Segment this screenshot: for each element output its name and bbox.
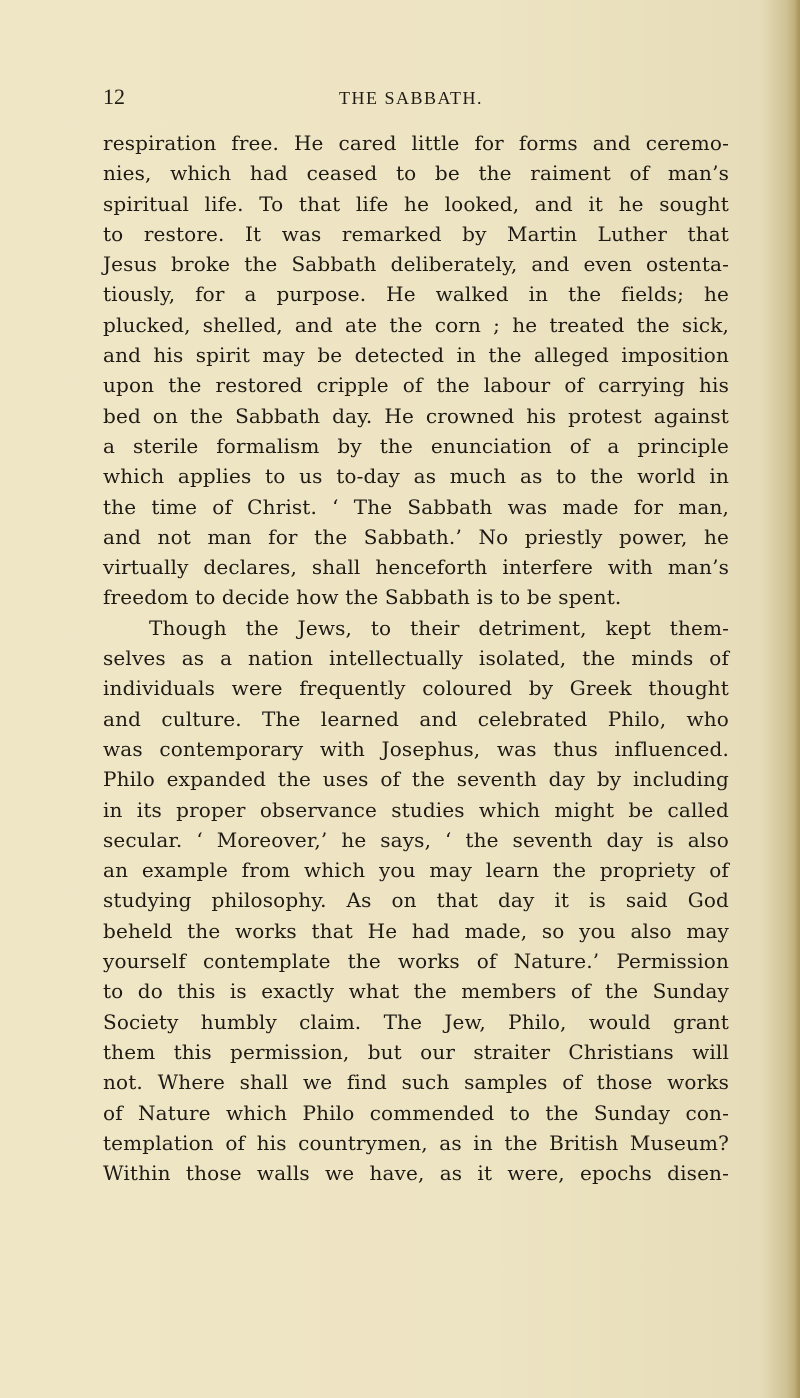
- text-line: selves as a nation intellectually isolated, the minds of: [103, 646, 729, 671]
- body-text: [103, 128, 729, 1188]
- text-line: not. Where shall we find such samples of those works: [103, 1070, 729, 1095]
- text-line: in its proper observance studies which might be called: [103, 797, 729, 822]
- text-line: bed on the Sabbath day. He crowned his protest against: [103, 403, 729, 428]
- text-line: yourself contemplate the works of Nature.’ Permission: [103, 949, 729, 974]
- page-number: 12: [103, 84, 125, 109]
- text-line: virtually declares, shall henceforth interfere with man’s: [103, 555, 729, 580]
- text-line: Within those walls we have, as it were, epochs disen-: [103, 1161, 729, 1186]
- text-line: to restore. It was remarked by Martin Luther that: [103, 221, 729, 246]
- running-head: [103, 84, 723, 112]
- text-line: respiration free. He cared little for forms and ceremo-: [103, 131, 729, 155]
- text-line: nies, which had ceased to be the raiment of man’s: [103, 161, 729, 186]
- text-line: upon the restored cripple of the labour of carrying his: [103, 373, 729, 398]
- text-line: and not man for the Sabbath.’ No priestly power, he: [103, 524, 729, 549]
- text-line: them this permission, but our straiter Christians will: [103, 1039, 729, 1064]
- text-line: Though the Jews, to their detriment, kept them-: [149, 615, 729, 640]
- text-line: an example from which you may learn the propriety of: [103, 858, 729, 883]
- text-line: templation of his countrymen, as in the British Museum?: [103, 1130, 729, 1155]
- text-line: which applies to us to-day as much as to the world in: [103, 464, 729, 489]
- text-line: to do this is exactly what the members of the Sunday: [103, 979, 729, 1004]
- text-line: beheld the works that He had made, so you also may: [103, 918, 729, 943]
- text-line: Jesus broke the Sabbath deliberately, and even ostenta-: [103, 252, 729, 277]
- text-line: and culture. The learned and celebrated Philo, who: [103, 706, 729, 731]
- text-line: was contemporary with Josephus, was thus influenced.: [103, 736, 729, 761]
- text-line: Philo expanded the uses of the seventh day by including: [103, 767, 729, 792]
- text-line: secular. ‘ Moreover,’ he says, ‘ the seventh day is also: [103, 827, 729, 852]
- text-line: freedom to decide how the Sabbath is to be spent.: [103, 585, 622, 610]
- text-line: spiritual life. To that life he looked, and it he sought: [103, 191, 729, 216]
- text-line: individuals were frequently coloured by Greek thought: [103, 676, 729, 701]
- text-line: Society humbly claim. The Jew, Philo, would grant: [103, 1009, 729, 1034]
- page-edge-shadow: [786, 0, 800, 1398]
- text-line: a sterile formalism by the enunciation of a principle: [103, 433, 729, 458]
- text-line: plucked, shelled, and ate the corn ; he treated the sick,: [103, 312, 729, 337]
- text-line: and his spirit may be detected in the alleged imposition: [103, 343, 729, 368]
- text-line: of Nature which Philo commended to the Sunday con-: [103, 1100, 729, 1125]
- text-line: tiously, for a purpose. He walked in the fields; he: [103, 282, 729, 307]
- running-title: THE SABBATH.: [339, 88, 484, 108]
- text-line: studying philosophy. As on that day it is said God: [103, 888, 729, 913]
- text-line: the time of Christ. ‘ The Sabbath was made for man,: [103, 494, 729, 519]
